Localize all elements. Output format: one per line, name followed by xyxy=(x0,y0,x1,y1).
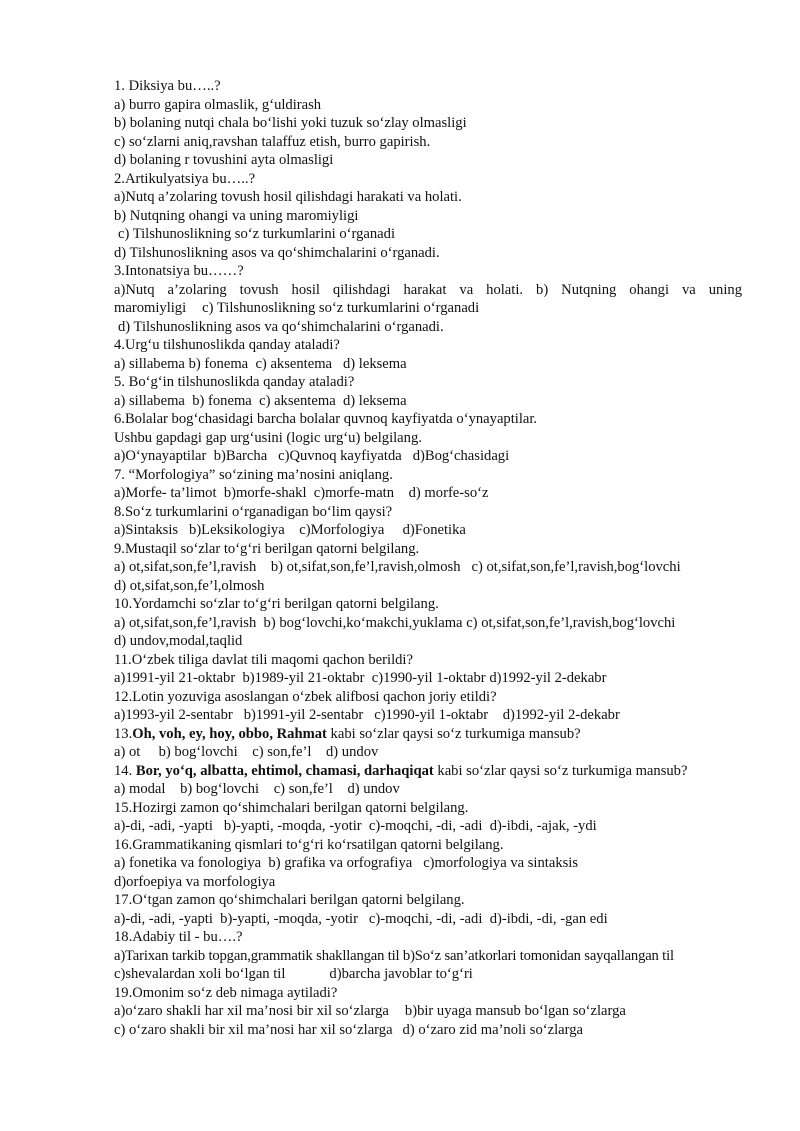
q16-option-d: d)orfoepiya va morfologiya xyxy=(114,873,276,890)
q17-options xyxy=(114,910,742,929)
question-14 xyxy=(114,762,742,781)
q4-option-a: a) sillabema xyxy=(114,355,185,372)
q12-options xyxy=(114,706,742,725)
q14-option-c: c) son,fe’l xyxy=(273,781,333,797)
q18-option-c: c)shevalardan xoli bo‘lgan til xyxy=(114,966,286,982)
q19-options-cd xyxy=(114,1021,742,1040)
q7-option-a: a)Morfe- ta’limot xyxy=(114,485,217,501)
q9-option-c: c) ot,sifat,son,fe’l,ravish,bog‘lovchi xyxy=(471,559,681,575)
q19-option-a: a)o‘zaro shakli har xil ma’nosi bir xil so‘zlarga xyxy=(114,1003,389,1019)
q8-option-a: a)Sintaksis xyxy=(114,522,179,538)
q9-option-b: b) ot,sifat,son,fe’l,ravish,olmosh xyxy=(270,559,461,575)
q19-option-c: c) o‘zaro shakli bir xil ma’nosi har xil so‘zlarga xyxy=(114,1021,393,1038)
q14-number: 14. xyxy=(114,762,136,779)
q6-options xyxy=(114,447,742,466)
q2-option-b: b) Nutqning ohangi va uning maromiyligi xyxy=(114,207,359,224)
q12-option-c: c)1990-yil 1-oktabr xyxy=(374,707,489,723)
q8-options xyxy=(114,521,742,540)
q16-option-a: a) fonetika va fonologiya xyxy=(114,855,262,871)
q3-option-ab: a)Nutq a’zolaring tovush hosil qilishdagi harakat va holati. b) Nutqning ohangi va uning xyxy=(114,281,742,298)
q5-option-c: c) aksentema xyxy=(259,392,336,409)
q6-option-d: d)Bog‘chasidagi xyxy=(412,448,510,464)
q18-option-d: d)barcha javoblar to‘g‘ri xyxy=(329,966,473,982)
q9-option-d: d) ot,sifat,son,fe’l,olmosh xyxy=(114,577,265,594)
q3-option-b-cont: maromiyligi xyxy=(114,300,187,316)
q19-options-ab xyxy=(114,1002,742,1021)
question-6-sub: Ushbu gapdagi gap urg‘usini (logic urg‘u) belgilang. xyxy=(114,429,422,446)
q11-options xyxy=(114,669,742,688)
q17-option-d: d)-ibdi, -di, -gan edi xyxy=(489,910,608,927)
q14-bold-words: Bor, yo‘q, albatta, ehtimol, chamasi, darhaqiqat xyxy=(135,762,434,779)
question-2: 2.Artikulyatsiya bu…..? xyxy=(114,170,256,187)
q4-option-c: c) aksentema xyxy=(255,355,333,372)
q5-options xyxy=(114,392,742,411)
q19-option-d: d) o‘zaro zid ma’noli so‘zlarga xyxy=(402,1021,584,1038)
q4-options xyxy=(114,355,742,374)
q5-option-a: a) sillabema xyxy=(114,392,185,409)
q11-option-b: b)1989-yil 21-oktabr xyxy=(242,670,365,686)
q6-option-c: c)Quvnoq kayfiyatda xyxy=(278,448,402,464)
q6-option-b: b)Barcha xyxy=(213,448,268,464)
q11-option-c: c)1990-yil 1-oktabr xyxy=(371,670,486,686)
q15-option-c: c)-moqchi, -di, -adi xyxy=(368,818,483,834)
q14-option-d: d) undov xyxy=(347,781,400,797)
q18-options-cd xyxy=(114,965,742,984)
q14-option-b: b) bog‘lovchi xyxy=(180,781,260,797)
question-7: 7. “Morfologiya” so‘zining ma’nosini aniqlang. xyxy=(114,466,393,483)
question-13 xyxy=(114,725,742,744)
q13-bold-words: Oh, voh, ey, hoy, obbo, Rahmat xyxy=(132,725,327,742)
question-12: 12.Lotin yozuviga asoslangan o‘zbek alifbosi qachon joriy etildi? xyxy=(114,688,497,705)
question-1: 1. Diksiya bu…..? xyxy=(114,78,221,94)
q13-option-d: d) undov xyxy=(326,744,379,760)
q15-options xyxy=(114,817,742,836)
q12-option-b: b)1991-yil 2-sentabr xyxy=(243,707,364,723)
q13-text: kabi so‘zlar qaysi so‘z turkumiga mansub? xyxy=(326,725,581,742)
q10-option-d: d) undov,modal,taqlid xyxy=(114,633,243,649)
q7-option-c: c)morfe-matn xyxy=(313,485,395,501)
q2-option-c: c) Tilshunoslikning so‘z turkumlarini o‘rganadi xyxy=(118,226,395,242)
q9-options-abc xyxy=(114,558,742,577)
q3-option-d: d) Tilshunoslikning asos va qo‘shimchalarini o‘rganadi. xyxy=(118,318,444,335)
q3-option-c: c) Tilshunoslikning so‘z turkumlarini o‘rganadi xyxy=(202,300,480,316)
question-4: 4.Urg‘u tilshunoslikda qanday ataladi? xyxy=(114,337,340,353)
q17-option-c: c)-moqchi, -di, -adi xyxy=(368,910,483,927)
q13-options xyxy=(114,743,742,762)
q10-option-a: a) ot,sifat,son,fe’l,ravish xyxy=(114,614,257,631)
q14-text: kabi so‘zlar qaysi so‘z turkumiga mansub? xyxy=(433,762,688,779)
q4-option-b: b) fonema xyxy=(188,355,249,372)
q5-option-b: b) fonema xyxy=(192,392,252,409)
q15-option-a: a)-di, -adi, -yapti xyxy=(114,818,213,834)
question-17: 17.O‘tgan zamon qo‘shimchalari berilgan qatorni belgilang. xyxy=(114,892,465,908)
question-3: 3.Intonatsiya bu……? xyxy=(114,263,244,279)
q17-option-b: b)-yapti, -moqda, -yotir xyxy=(220,910,358,927)
q12-option-a: a)1993-yil 2-sentabr xyxy=(114,707,233,723)
q16-options-abc xyxy=(114,854,742,873)
question-9: 9.Mustaqil so‘zlar to‘g‘ri berilgan qatorni belgilang. xyxy=(114,540,420,557)
q7-option-b: b)morfe-shakl xyxy=(223,485,307,501)
q6-option-a: a)O‘ynayaptilar xyxy=(114,448,207,464)
q7-options xyxy=(114,484,742,503)
question-6: 6.Bolalar bog‘chasidagi barcha bolalar quvnoq kayfiyatda o‘ynayaptilar. xyxy=(114,411,538,427)
q8-option-c: c)Morfologiya xyxy=(299,522,385,538)
q1-option-b: b) bolaning nutqi chala bo‘lishi yoki tuzuk so‘zlay olmasligi xyxy=(114,115,467,131)
q10-option-b: b) bog‘lovchi,ko‘makchi,yuklama xyxy=(263,614,463,631)
q14-option-a: a) modal xyxy=(114,781,166,797)
question-5: 5. Bo‘g‘in tilshunoslikda qanday ataladi? xyxy=(114,374,355,390)
q8-option-d: d)Fonetika xyxy=(402,522,466,538)
q16-option-b: b) grafika va orfografiya xyxy=(268,855,413,871)
test-document xyxy=(114,77,742,1039)
q15-option-b: b)-yapti, -moqda, -yotir xyxy=(223,818,362,834)
question-8: 8.So‘z turkumlarini o‘rganadigan bo‘lim qaysi? xyxy=(114,503,393,520)
q13-option-c: c) son,fe’l xyxy=(252,744,312,760)
q8-option-b: b)Leksikologiya xyxy=(189,522,285,538)
question-11: 11.O‘zbek tiliga davlat tili maqomi qachon berildi? xyxy=(114,651,413,668)
q19-option-b: b)bir uyaga mansub bo‘lgan so‘zlarga xyxy=(404,1003,626,1019)
q13-option-b: b) bog‘lovchi xyxy=(158,744,238,760)
q11-option-d: d)1992-yil 2-dekabr xyxy=(489,670,607,686)
question-16: 16.Grammatikaning qismlari to‘g‘ri ko‘rsatilgan qatorni belgilang. xyxy=(114,836,504,853)
q10-option-c: c) ot,sifat,son,fe’l,ravish,bog‘lovchi xyxy=(466,614,676,631)
q7-option-d: d) morfe-so‘z xyxy=(408,485,489,501)
q13-number: 13. xyxy=(114,725,133,742)
q1-option-d: d) bolaning r tovushini ayta olmasligi xyxy=(114,152,334,168)
q10-options-abc xyxy=(114,614,742,633)
q2-option-d: d) Tilshunoslikning asos va qo‘shimchalarini o‘rganadi. xyxy=(114,244,440,261)
q4-option-d: d) leksema xyxy=(342,355,407,372)
question-15: 15.Hozirgi zamon qo‘shimchalari berilgan qatorni belgilang. xyxy=(114,799,469,816)
q5-option-d: d) leksema xyxy=(342,392,407,409)
q11-option-a: a)1991-yil 21-oktabr xyxy=(114,670,236,686)
q16-option-c: c)morfologiya va sintaksis xyxy=(423,855,579,871)
q2-option-a: a)Nutq a’zolaring tovush hosil qilishdagi harakati va holati. xyxy=(114,189,462,205)
q1-option-c: c) so‘zlarni aniq,ravshan talaffuz etish, burro gapirish. xyxy=(114,133,431,150)
question-10: 10.Yordamchi so‘zlar to‘g‘ri berilgan qatorni belgilang. xyxy=(114,596,439,612)
q15-option-d: d)-ibdi, -ajak, -ydi xyxy=(489,818,597,834)
question-18: 18.Adabiy til - bu….? xyxy=(114,929,243,945)
q13-option-a: a) ot xyxy=(114,744,141,760)
q3-option-bc xyxy=(114,299,742,318)
question-19: 19.Omonim so‘z deb nimaga aytiladi? xyxy=(114,984,338,1001)
q18-options-ab: a)Tarixan tarkib topgan,grammatik shakllangan til b)So‘z san’atkorlari tomonidan sayqallangan til xyxy=(114,947,674,964)
q12-option-d: d)1992-yil 2-dekabr xyxy=(502,707,620,723)
q1-option-a: a) burro gapira olmaslik, g‘uldirash xyxy=(114,96,322,113)
q14-options xyxy=(114,780,742,799)
q9-option-a: a) ot,sifat,son,fe’l,ravish xyxy=(114,559,257,575)
q17-option-a: a)-di, -adi, -yapti xyxy=(114,910,213,927)
